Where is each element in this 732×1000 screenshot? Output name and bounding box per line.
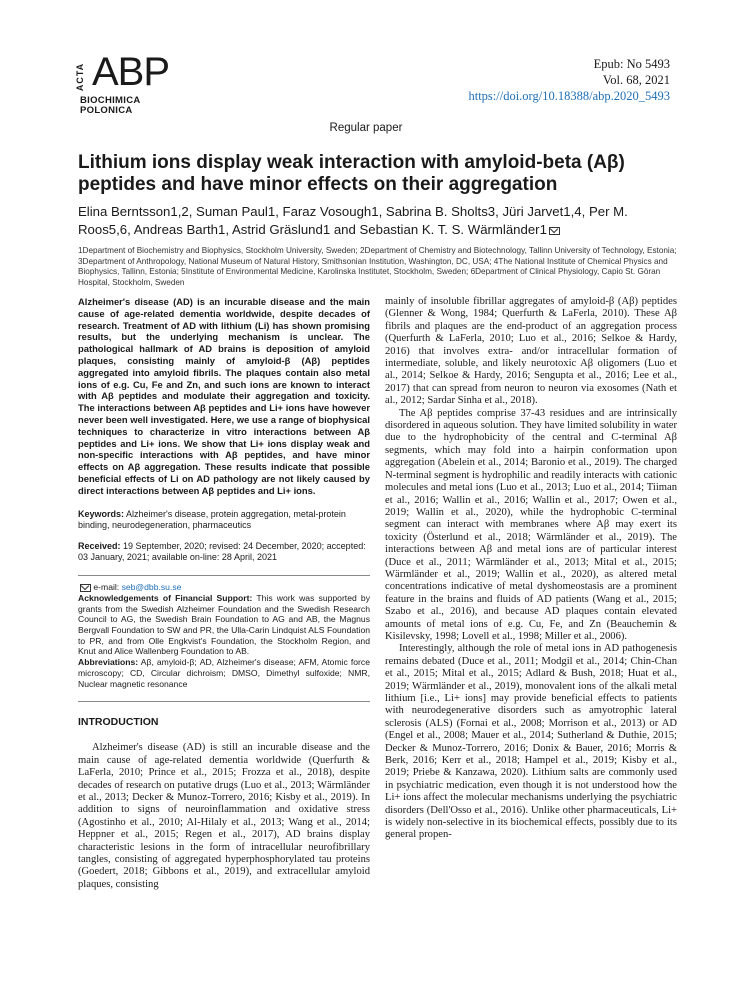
received-dates bbox=[78, 541, 370, 563]
ack-text: This work was supported by grants from the Swedish Alzheimer Foundation and the Swedish Research Council to AG, the Swedish Brain Foundation to AG and AB, the Magnus Bergvall Foundation to SW and PR, the Ulla-Carin Lindquist ALS Foundation to PR, and from Olle Engkvist's Foundation, the Stockholm Region, and Knut and Alice Wallenberg Foundation to AB. bbox=[78, 592, 370, 657]
dates-text: 19 September, 2020; revised: 24 December, 2020; accepted: 03 January, 2021; available on-line: 28 April, 2021 bbox=[78, 540, 366, 563]
logo-acta: ACTA bbox=[75, 62, 86, 92]
journal-logo bbox=[75, 50, 188, 124]
email-address[interactable]: seb@dbb.su.se bbox=[121, 582, 182, 593]
keywords bbox=[78, 509, 370, 531]
section-divider bbox=[78, 701, 370, 702]
affiliations: 1Department of Biochemistry and Biophysics, Stockholm University, Sweden; 2Department of Chemistry and Biotechnology, Tallinn University of Technology, Estonia; 3Department of Anthropology, National Museum of Natural History, Smithsonian Institution, Washington, DC, USA; 4The National Institute of Chemical Physics and Biophysics, Tallinn, Estonia; 5Institute of Environmental Medicine, Karolinska Institutet, Stockholm, Sweden; 6Department of Clinical Physiology, Capio St. Göran Hospital, Stockholm, Sweden bbox=[78, 246, 677, 287]
envelope-icon bbox=[80, 584, 91, 592]
section-divider bbox=[78, 575, 370, 576]
abstract: Alzheimer's disease (AD) is an incurable disease and the main cause of age-related dementia worldwide, despite decades of research. Treatment of AD with lithium (Li) has shown promising results, but the underlying mechanism is unclear. The pathological hallmark of AD brains is deposition of amyloid plaques, consisting mainly of amyloid-β (Aβ) peptides aggregated into amyloid fibrils. The plaques contain also metal ions of e.g. Cu, Fe and Zn, and such ions are known to interact with Aβ peptides and modulate their aggregation and toxicity. The interactions between Aβ peptides and Li+ ions have however never been well investigated. Here, we use a range of biophysical techniques to characterize in vitro interactions between Aβ peptides and Li+ ions. We show that Li+ ions display weak and non-specific interactions with Aβ peptides, and have minor effects on Aβ aggregation. These results indicate that possible beneficial effects of Li on AD pathology are not likely caused by direct interactions between Aβ peptides and Li+ ions. bbox=[78, 296, 370, 496]
doi-link[interactable]: https://doi.org/10.18388/abp.2020_5493 bbox=[468, 89, 670, 103]
intro-paragraph: Alzheimer's disease (AD) is still an incurable disease and the main cause of age-related dementia worldwide (Querfurth & LaFerla, 2010; Prince et al., 2015; Frozza et al., 2018), despite decades of research on putative drugs (Luo et al., 2013; Wärmländer et al., 2013; Decker & Munoz-Torrero, 2016; Kisby et al., 2019). In addition to signs of neuroinflammation and oxidative stress (Agostinho et al., 2010; Al-Hilaly et al., 2013; Wang et al., 2014; Heppner et al., 2015; Regen et al., 2017), AD brains display characteristic lesions in the form of intracellular neurofibrillary tangles, consisting of aggregated hyperphosphorylated tau proteins (Goedert, 2018; Gibbons et al., 2019), and extracellular amyloid plaques, consisting bbox=[78, 742, 370, 890]
volume: Vol. 68, 2021 bbox=[602, 73, 670, 87]
section-heading-introduction: INTRODUCTION bbox=[78, 716, 159, 729]
abbreviations bbox=[78, 657, 370, 689]
acknowledgements bbox=[78, 593, 370, 657]
body-paragraph: Interestingly, although the role of metal ions in AD pathogenesis remains debated (Duce et al., 2011; Modgil et al., 2014; Chin-Chan et al., 2015; Mital et al., 2015; Adlard & Bush, 2018; Huat et al., 2019; Wärmländer et al., 2019), monovalent ions of the alkali metal lithium [i.e., Li+ ions] may provide beneficial effects to patients with neurodegenerative disorders such as amyotrophic lateral sclerosis (ALS) (Fornai et al., 2008; Morrison et al., 2013) or AD (Engel et al., 2008; Mauer et al., 2014; Sutherland & Duthie, 2015; Decker & Munoz-Torrero, 2016; Donix & Bauer, 2016; Morris & Berk, 2016; Kerr et al., 2018; Hampel et al., 2019; Kisby et al., 2019; Priebe & Kanzawa, 2020). Lithium salts are commonly used in psychiatric medication, even though it is not understood how the Li+ ions affect the molecular mechanisms underlying the psychiatric disorders (Dell'Osso et al., 2016). Unlike other pharmaceuticals, Li+ is widely non-selective in its biochemical effects, possibly due to its general propen- bbox=[385, 643, 677, 841]
keywords-label: Keywords: bbox=[78, 508, 125, 519]
epub-number: Epub: No 5493 bbox=[593, 57, 670, 71]
paper-title: Lithium ions display weak interaction with amyloid-beta (Aβ) peptides and have minor effects on their aggregation bbox=[78, 152, 625, 195]
keywords-text: Alzheimer's disease, protein aggregation, metal-protein binding, neurodegeneration, pharmaceutics bbox=[78, 508, 346, 530]
publication-meta bbox=[468, 56, 670, 104]
author-list: Elina Berntsson1,2, Suman Paul1, Faraz Vosough1, Sabrina B. Sholts3, Jüri Jarvet1,4, Per M. Roos5,6, Andreas Barth1, Astrid Gräslund1 and Sebastian K. T. S. Wärmländer1 bbox=[78, 204, 628, 237]
logo-abp: ABP bbox=[92, 50, 170, 94]
right-column bbox=[385, 296, 677, 842]
paper-type: Regular paper bbox=[329, 122, 403, 134]
dates-label: Received: bbox=[78, 540, 121, 551]
abbr-text: Aβ, amyloid-β; AD, Alzheimer's disease; AFM, Atomic force microscopy; CD, Circular dichroism; DMSO, Dimethyl sulfoxide; NMR, Nuclear magnetic resonance bbox=[78, 657, 370, 689]
email-label: e-mail: bbox=[93, 582, 120, 593]
correspondence-email bbox=[78, 582, 370, 593]
abbr-label: Abbreviations: bbox=[78, 657, 139, 668]
logo-journal-name: BIOCHIMICA POLONICA bbox=[80, 95, 141, 116]
body-paragraph: mainly of insoluble fibrillar aggregates of amyloid-β (Aβ) peptides (Glenner & Wong, 1984; Querfurth & LaFerla, 2010). These Aβ fibrils and plaques are the end-product of an aggregation process (Querfurth & LaFerla, 2010; Luo et al., 2016; Selkoe & Hardy, 2016) that involves extra- and/or intracellular formation of intermediate, soluble, and likely neurotoxic Aβ oligomers (Luo et al., 2014; Selkoe & Hardy, 2016; Sengupta et al., 2016; Lee et al., 2017) that can spread from neuron to neuron via exosomes (Nath et al., 2012; Sardar Sinha et al., 2018). bbox=[385, 296, 677, 407]
body-paragraph: The Aβ peptides comprise 37-43 residues and are intrinsically disordered in aqueous solution. They have limited solubility in water due to the hydrophobicity of the central and C-terminal Aβ segments, which may fold into a hairpin conformation upon aggregation (Abelein et al., 2014; Baronio et al., 2019). The charged N-terminal segment is hydrophilic and readily interacts with cationic molecules and metal ions (Luo et al., 2013; Luo et al., 2014; Tiiman et al., 2016; Wallin et al., 2016; Wallin et al., 2017; Owen et al., 2019; Wallin et al., 2020), while the hydrophobic C-terminal segment can interact with membranes where Aβ may exert its toxicity (Österlund et al., 2018; Wärmländer et al., 2019). The interactions between Aβ and metal ions are of particular interest (Duce et al., 2011; Wärmländer et al., 2013; Mital et al., 2015; Wärmländer et al., 2019; Wallin et al., 2020), as altered metal concentrations indicative of metal dyshomeostasis are a prominent feature in the brains and fluids of AD patients (Wang et al., 2015; Szabo et al., 2016), and because AD plaques contain elevated amounts of metal ions of e.g. Cu, Fe, and Zn (Beauchemin & Kisilevsky, 1998; Lovell et al., 1998; Miller et al., 2006). bbox=[385, 407, 677, 642]
envelope-icon bbox=[549, 227, 560, 235]
ack-label: Acknowledgements of Financial Support: bbox=[78, 592, 253, 603]
